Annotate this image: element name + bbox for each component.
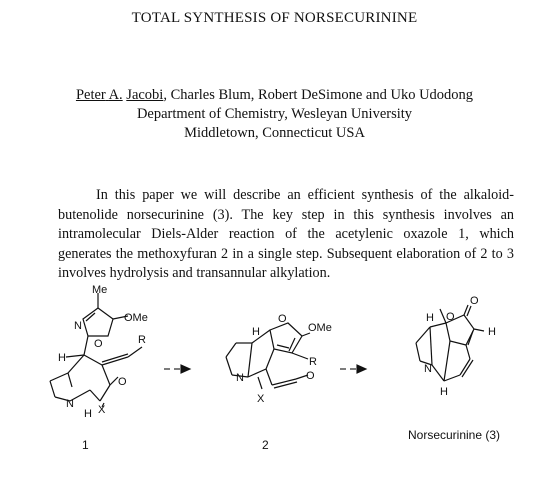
c1-x-label: X [98,404,106,416]
c2-h-label: H [252,326,260,338]
c3-n-amine-label: N [424,363,432,375]
c1-n-amine-label: N [66,398,74,410]
c2-r-label: R [309,356,317,368]
abstract-paragraph [58,186,514,284]
c1-ome-label: OMe [124,312,148,324]
c1-h-label: H [58,352,66,364]
corresponding-author-first: Peter [75,87,106,103]
reaction-arrow-2 [340,365,366,373]
c3-h-top-label: H [426,312,434,324]
c1-o-ring-label: O [94,338,103,350]
c2-o-keto-label: O [306,370,315,382]
compound-1-structure [50,293,142,407]
affiliation-department: Department of Chemistry, Wesleyan University [136,106,413,122]
compound-2-label: 2 [262,438,269,452]
c2-n-amine-label: N [236,372,244,384]
compound-3-label: Norsecurinine (3) [408,428,501,442]
author-names [0,86,549,105]
c1-o-keto-label: O [118,376,127,388]
c1-n-ring-label: N [74,320,82,332]
reaction-scheme [0,285,549,485]
coauthors: , Charles Blum, Robert DeSimone and Uko Udodong [163,87,474,103]
c3-o-ring-label: O [446,311,455,323]
c1-h2-label: H [84,408,92,420]
corresponding-author-last: Jacobi [126,87,164,103]
c2-o-furan-label: O [278,313,287,325]
c3-o-carbonyl-label: O [470,295,479,307]
c3-h-right-label: H [488,326,496,338]
c1-me-label: Me [92,285,108,296]
c1-r-label: R [138,334,146,346]
corresponding-author-initial: A. [108,87,123,103]
compound-1-label: 1 [82,438,89,452]
paper-title: TOTAL SYNTHESIS OF NORSECURININE [131,10,418,26]
author-block [0,86,549,143]
c3-h-bottom-label: H [440,386,448,398]
affiliation-location: Middletown, Connecticut USA [184,125,365,141]
c2-ome-label: OMe [308,322,332,334]
abstract-text: In this paper we will describe an efficient synthesis of the alkaloid-butenolide norsecurinine (3). The key step in this synthesis involves an intramolecular Diels-Alder reaction of the acetylenic oxazole 1, which generates the methoxyfuran 2 in a single step. Subsequent elaboration of 2 to 3 involves hydrolysis and transannular alkylation. [58,187,514,281]
reaction-arrow-1 [164,365,190,373]
c2-x-label: X [257,393,265,405]
